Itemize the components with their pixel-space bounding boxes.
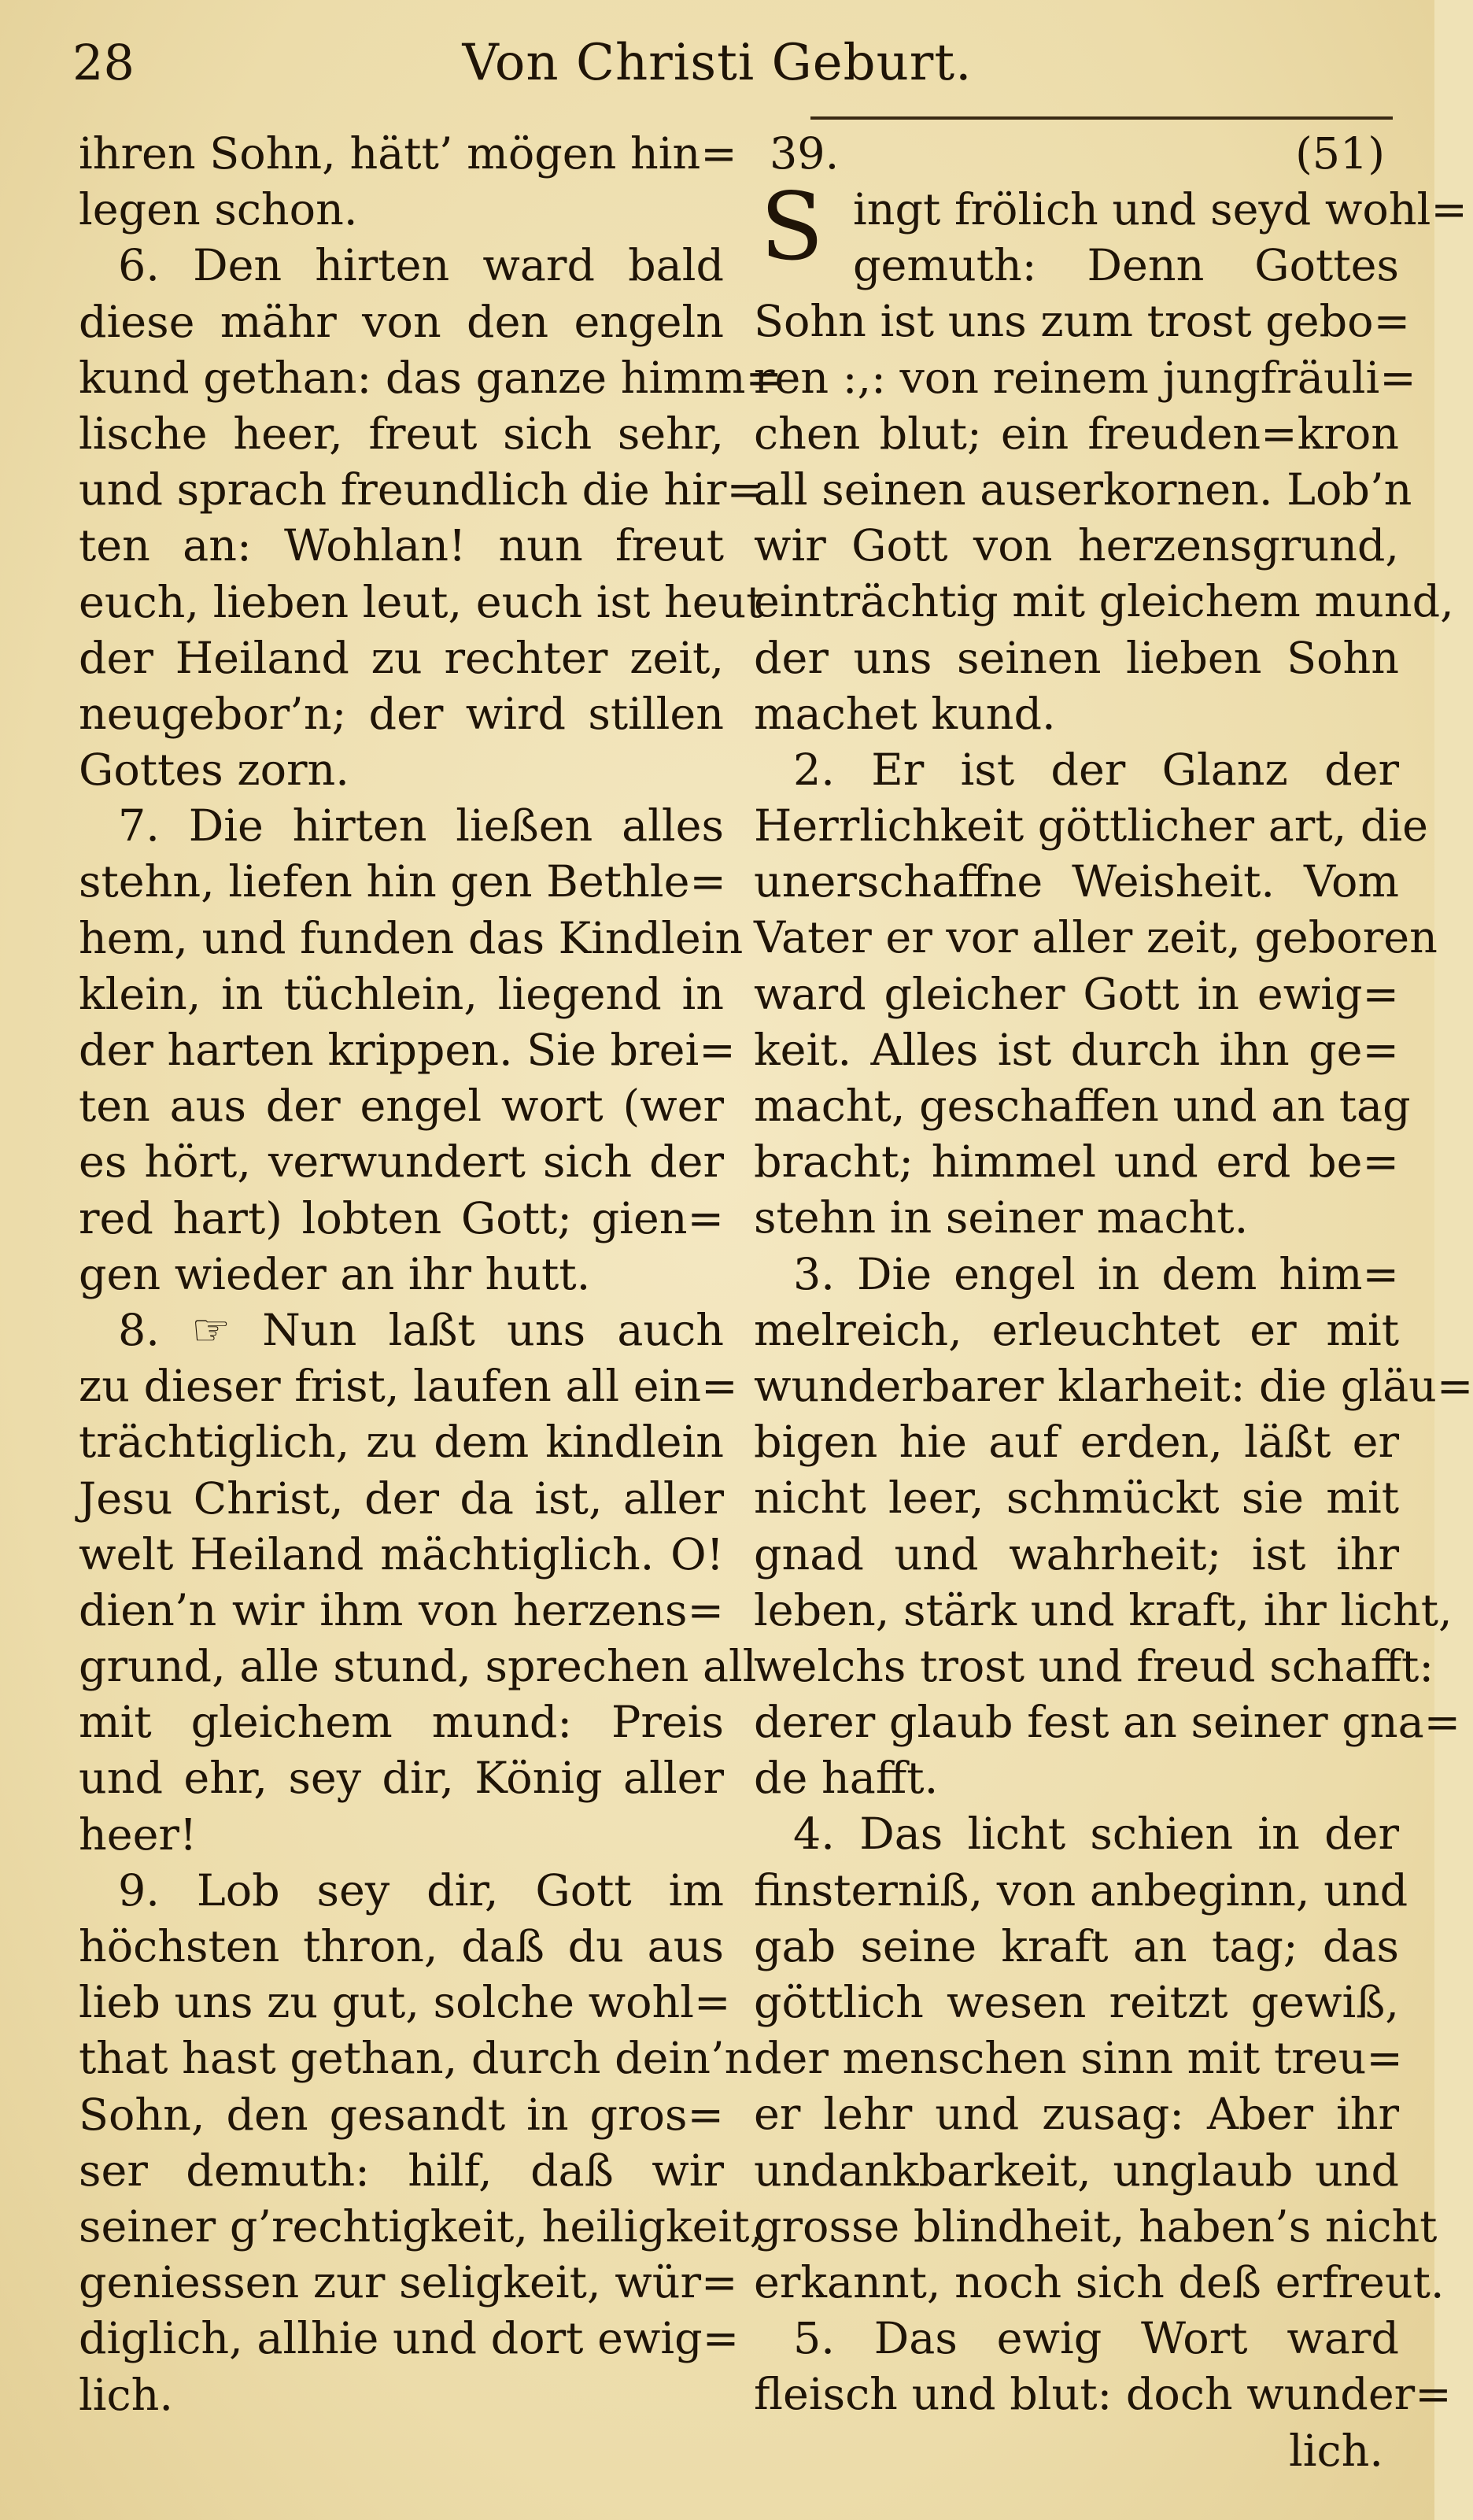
text-line: ser demuth: hilf, daß wir	[79, 2145, 724, 2197]
text-line: ten an: Wohlan! nun freut	[79, 520, 724, 572]
text-line: der menschen sinn mit treu=	[754, 2033, 1403, 2085]
text-line: grosse blindheit, haben’s nicht	[754, 2200, 1438, 2252]
running-title: Von Christi Geburt.	[462, 34, 973, 92]
text-line: mit gleichem mund: Preis	[79, 1697, 724, 1749]
text-line: all seinen auserkornen. Lob’n	[754, 464, 1412, 515]
verse-start-line: 3. Die engel in dem him=	[793, 1248, 1399, 1300]
text-line: leben, stärk und kraft, ihr licht,	[754, 1584, 1453, 1636]
hymn-number: 39.	[770, 128, 840, 179]
text-line: nicht leer, schmückt sie mit	[754, 1472, 1399, 1524]
text-line: klein, in tüchlein, liegend in	[79, 968, 724, 1020]
text-line: bracht; himmel und erd be=	[754, 1136, 1399, 1188]
text-line: grund, alle stund, sprechen all	[79, 1641, 757, 1693]
text-line: melreich, erleuchtet er mit	[754, 1304, 1399, 1356]
text-line: lische heer, freut sich sehr,	[79, 408, 724, 460]
drop-cap: S	[760, 172, 824, 281]
hymn-heading	[754, 126, 1399, 182]
catchword-line: lich.	[1289, 2425, 1383, 2477]
text-line: zu dieser frist, laufen all ein=	[79, 1361, 738, 1413]
verse-start-line: 6. Den hirten ward bald	[118, 240, 724, 292]
text-line: göttlich wesen reitzt gewiß,	[754, 1977, 1399, 2028]
text-line: stehn in seiner macht.	[754, 1192, 1249, 1244]
text-line: höchsten thron, daß du aus	[79, 1921, 724, 1972]
text-line: ren :,: von reinem jungfräuli=	[754, 352, 1416, 404]
text-line: euch, lieben leut, euch ist heut	[79, 576, 764, 628]
verse-start-line: 8. ☞ Nun laßt uns auch	[118, 1304, 724, 1356]
text-line: macht, geschaffen und an tag	[754, 1081, 1411, 1132]
text-line: diese mähr von den engeln	[79, 296, 724, 348]
page-number: 28	[72, 34, 135, 91]
text-line: chen blut; ein freuden=kron	[754, 408, 1399, 460]
text-line: dien’n wir ihm von herzens=	[79, 1584, 724, 1636]
verse-start-line: 2. Er ist der Glanz der	[793, 744, 1399, 796]
text-line: kund gethan: das ganze himm=	[79, 352, 782, 404]
text-line: es hört, verwundert sich der	[79, 1136, 724, 1188]
column-rule	[810, 116, 1393, 120]
text-line: derer glaub fest an seiner gna=	[754, 1697, 1461, 1749]
text-line: neugebor’n; der wird stillen	[79, 688, 724, 740]
text-line: hem, und funden das Kindlein	[79, 912, 744, 964]
text-line: er lehr und zusag: Aber ihr	[754, 2089, 1399, 2141]
verse-start-line: 5. Das ewig Wort ward	[793, 2313, 1399, 2365]
text-line: Herrlichkeit göttlicher art, die	[754, 800, 1429, 852]
text-line: keit. Alles ist durch ihn ge=	[754, 1024, 1399, 1076]
text-line: Sohn, den gesandt in gros=	[79, 2089, 724, 2141]
text-line: ten aus der engel wort (wer	[79, 1081, 724, 1133]
right-column	[754, 126, 1473, 2479]
text-line: und ehr, sey dir, König aller	[79, 1753, 724, 1805]
text-line: gnad und wahrheit; ist ihr	[754, 1528, 1399, 1580]
text-line: welt Heiland mächtiglich. O!	[79, 1528, 724, 1580]
text-line: ihren Sohn, hätt’ mögen hin=	[79, 128, 737, 179]
first-line-text: ingt frölich und seyd wohl=	[853, 184, 1467, 235]
text-line: der Heiland zu rechter zeit,	[79, 632, 724, 684]
left-column	[79, 126, 782, 2479]
text-line: Sohn ist uns zum trost gebo=	[754, 296, 1411, 348]
text-line: heer!	[79, 1809, 198, 1860]
text-line: wunderbarer klarheit: die gläu=	[754, 1360, 1473, 1412]
text-line: und sprach freundlich die hir=	[79, 464, 763, 516]
text-line: der uns seinen lieben Sohn	[754, 632, 1399, 684]
text-line: lieb uns zu gut, solche wohl=	[79, 1977, 731, 2029]
text-line: red hart) lobten Gott; gien=	[79, 1192, 724, 1244]
text-line: seiner g’rechtigkeit, heiligkeit,	[79, 2200, 764, 2252]
text-line: gab seine kraft an tag; das	[754, 1920, 1399, 1972]
text-line: machet kund.	[754, 688, 1056, 740]
text-line: welchs trost und freud schafft:	[754, 1640, 1434, 1692]
text-line: gen wieder an ihr hutt.	[79, 1248, 591, 1300]
text-line: wir Gott von herzensgrund,	[754, 520, 1399, 572]
text-line: diglich, allhie und dort ewig=	[79, 2313, 740, 2365]
text-line: trächtiglich, zu dem kindlein	[79, 1417, 724, 1469]
text-line: finsterniß, von anbeginn, und	[754, 1864, 1408, 1916]
text-line: geniessen zur seligkeit, wür=	[79, 2257, 738, 2309]
text-line: fleisch und blut: doch wunder=	[754, 2369, 1452, 2421]
text-line: that hast gethan, durch dein’n	[79, 2033, 753, 2085]
text-line: legen schon.	[79, 184, 358, 236]
verse-start-line: 4. Das licht schien in der	[793, 1809, 1399, 1860]
text-line: einträchtig mit gleichem mund,	[754, 576, 1454, 628]
text-line: ward gleicher Gott in ewig=	[754, 968, 1399, 1020]
melody-reference: (51)	[1295, 128, 1385, 179]
text-line: Gottes zorn.	[79, 745, 349, 796]
text-line: gemuth: Denn Gottes	[853, 240, 1399, 292]
text-line: de hafft.	[754, 1753, 939, 1805]
text-line: bigen hie auf erden, läßt er	[754, 1417, 1399, 1469]
text-line: Jesu Christ, der da ist, aller	[79, 1472, 724, 1524]
text-line: der harten krippen. Sie brei=	[79, 1025, 736, 1076]
text-line: Vater er vor aller zeit, geboren	[754, 912, 1438, 964]
text-line: lich.	[79, 2369, 173, 2421]
text-line: erkannt, noch sich deß erfreut.	[754, 2256, 1445, 2308]
verse-start-line: 7. Die hirten ließen alles	[118, 800, 724, 852]
text-line: unerschaffne Weisheit. Vom	[754, 856, 1399, 908]
verse-start-line: 9. Lob sey dir, Gott im	[118, 1864, 724, 1916]
page-header	[0, 31, 1434, 102]
text-line: undankbarkeit, unglaub und	[754, 2145, 1399, 2197]
text-line: stehn, liefen hin gen Bethle=	[79, 856, 726, 908]
